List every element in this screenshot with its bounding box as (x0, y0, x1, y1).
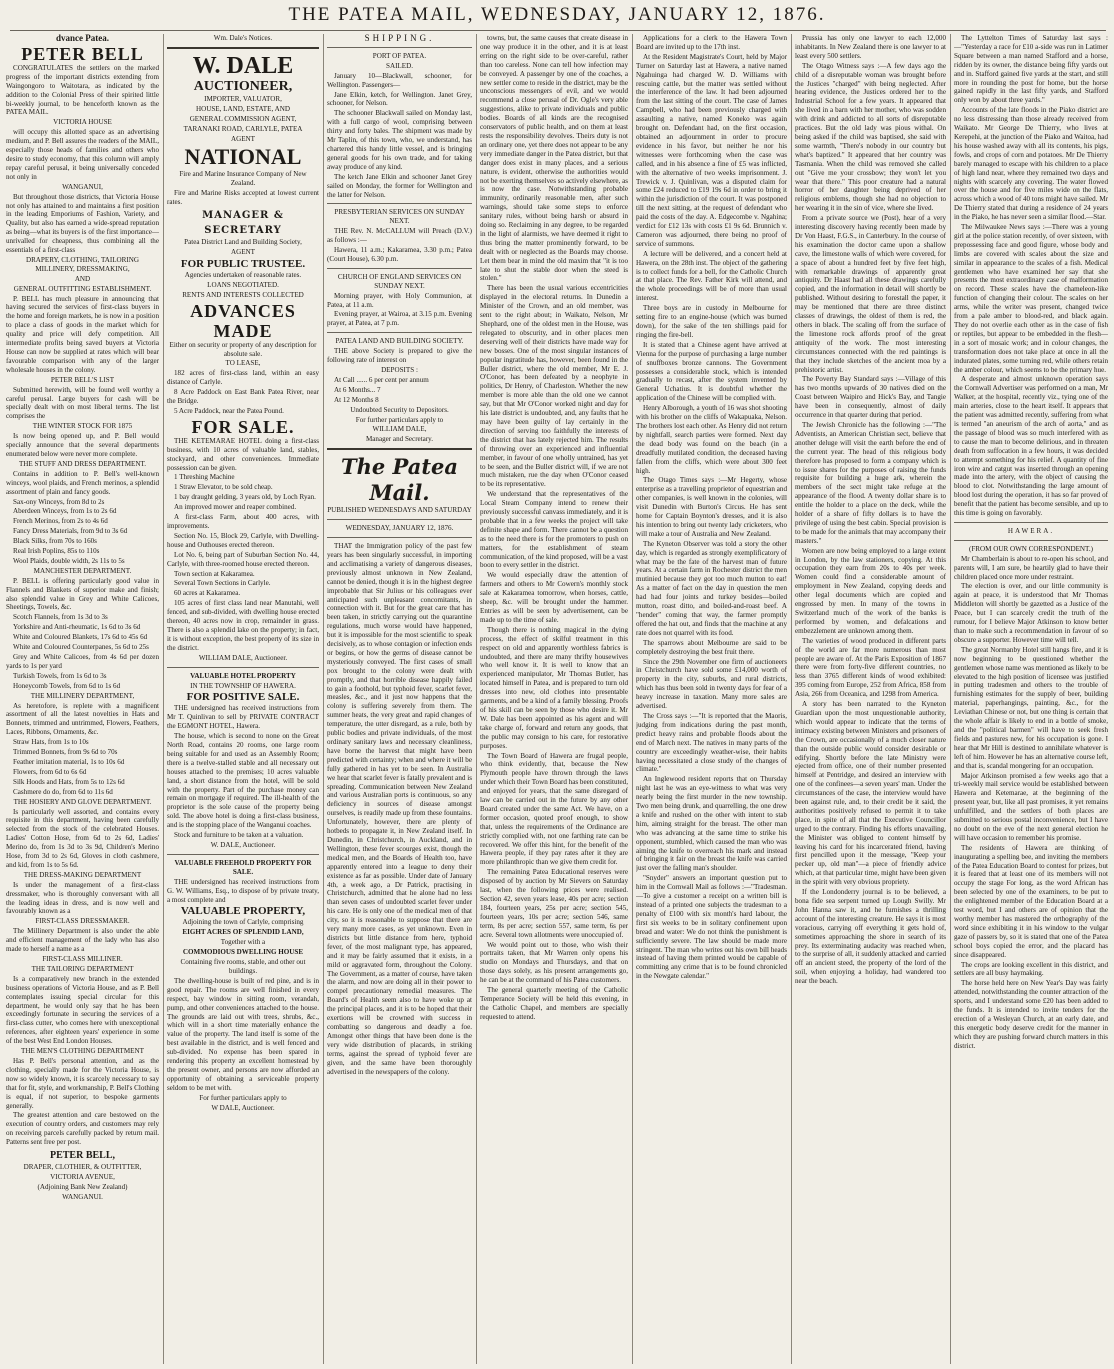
news-paragraph: An Inglewood resident reports that on Thursday night last he was an eye-witness to what was very nearly being the first murder in the new township. Two men being drunk, and quarrelling, the one drew a knife and rushed on the other with intent to stab him, aiming straight for the breast. The other man who was advancing at the same time to strike his opponent, stumbled, which caused the man who was aiming the knife to overreach his mark and instead of bringing it fair on the breast the knife was carried just over the falling man's shoulder. (636, 775, 787, 873)
ad-paragraph: will occupy this allotted space as an advertising medium, and P. Bell assures the readers of the MAIL, especially those heads of families and others who desire to study economy, that this column will amply repay careful perusal, it being universally conceded not only in (6, 128, 159, 181)
address-line: VICTORIA AVENUE, (50, 1172, 115, 1181)
editorial-paragraph: THAT the Immigration policy of the past few years has been singularly successful, in importing and acclimatising a variety of dangerous diseases, previously almost unknown in New Zealand, cannot be denied, though it is in the highest degree improbable that Sir Julius or his colleagues ever anticipated such unpleasant concomitants, in connection with it. But for the great care that has been taken, in strictly carrying out the quarantine regulations, much worse would have happened, but it is impossible for the most scientific to speak decisively, as to whose contagion or infection ends or begins, or how the germs of disease cannot be mysteriously conveyed. The first cases of small pox brought to the colony were dealt with promptly, and that horrible disease happily failed to gain a foothold, but typhoid fever, scarlet fever, measles, &c., and it just now happens that the colony is suffering severely from them. The summer heats, the very great and rapid changes of temperature, the utter disregard, as a rule, both by public bodies and private individuals, of the most ordinary sanitary laws and necessary cleanliness, have borne the harvest that might have been predicted with certainty; when and where it will be fully gathered in has yet to be seen. In Australia we hear that scarlet fever is fatally prevalent and is spreading. Communication between New Zealand and various Australian ports is continuous, so any deficiency in sources of disease amongst ourselves, is readily made up from these fountains. Unfortunately, however, there are plenty of hotbeds to propagate it, in New Zealand itself. In Dunedin, in Christchurch, in Auckland, and in Wellington, these fever scourges exist, though the medical men, and the Boards of Health too, have apparently entered into a league to deny their existence as far as possible. Under date of January 4th, a week ago, a Dr Patrick, practising in Christchurch, admitted that he alone had no less than seven cases of undoubted scarlet fever under his care. He is only one of the medical men of that city, so it is reasonable to suppose that there are very many more cases, as yet unknown. Even in districts but little distance from here, typhoid fever, of the most malignant type, has appeared, and it may be fairly assumed that it exists, in a mild or aggravated form, throughout the Colony. The Government, as a matter of course, have taken the alarm, and now are doing all in their power to compel precautionary remedial measures. The Board's of Health seem also to have woke up at the principal places, and it is to be hoped that their exertions will be crowned with success in combatting so dangerous and deadly a foe. Amongst other things that have been done is the very wide distribution of placards, in striking terms, against the spread of typhoid fever are given, and the same have been thoroughly advertised in the newspapers of the colony. (327, 542, 472, 1076)
section-heading: VICTORIA HOUSE (53, 118, 112, 127)
ad-paragraph: P. BELL has much pleasure in announcing that having secured the services of first-class buyers in the home and foreign markets, he is now in a position to place a class of goods in the market which for quality and price will defy competition. All intermediate profits being saved buyers at Victoria House can now be supplied at rates which will bear favourable comparison with any of the larger wholesale houses in the colony. (6, 294, 159, 374)
ad-paragraph: The house, which is second to none on the Great North Road, contains 20 rooms, one large room being suitable for and used as an Assembly Room; there is a twelve-stalled stable and all necessary out houses attached to the premises; 10 acres valuable land, a short distance from the hotel, will be sold with the property. Part of the purchase money can remain on mortgage if required. The ill-health of the proprietor is the sole cause of the property being sold. The above hotel is doing a first-class business, and is the stopping place of the Wanganui coaches. (167, 732, 319, 830)
ad-display-heading: VALUABLE HOTEL PROPERTY (190, 671, 296, 680)
ad-subheading: Together with a (220, 938, 266, 947)
signature-title: DRAPER, CLOTHIER, & OUTFITTER, (23, 1163, 142, 1172)
news-paragraph: Mr Chamberlain is about to re-open his school, and parents will, I am sure, be heartily glad to have their children placed once more under restraint. (954, 554, 1108, 581)
rule (954, 522, 1108, 523)
column-divider (950, 34, 951, 1364)
ad-intro: CONGRATULATES the settlers on the marked progress of the important districts extending from Waingongoro to Waitotara, as indicated by the addition to the Colonial Press of their spirited little bi-weekly journal, to be henceforth known as the PATEA MAIL. (6, 63, 159, 117)
signature: WILLIAM DALE, (372, 425, 427, 434)
section-heading: SHIPPING. (364, 34, 435, 43)
price-line: Scotch Flannels, from 1s 3d to 3s (13, 613, 108, 622)
section-heading: FIRST-CLASS DRESSMAKER. (35, 917, 130, 926)
news-paragraph: The remaining Patea Educational reserves were disposed of by auction by Mr Sievers on Saturday last, when the following prices were realised. Section 42, seven years lease, 40s per acre; section 184, fourteen years, 25s per acre; section 545, fourteen years, 10s per acre; section 546, same term, 8s per acre; section 557, same term, 6s per acre. Several town allotments were unoccupied of. (480, 868, 628, 939)
news-paragraph: Major Atkinson promised a few weeks ago that a tri-weekly mail service would be established between Hawera and Ketemarae, at the beginning of the present year, but, like all past promises, it yet remains unfulfilled, and the settlers of both places are submitted to serious postal inconvenience, but I have no doubt on the eve of the next general election he will have occasion to remember his promise. (954, 771, 1108, 842)
sale-item: 60 acres at Kakaramea. (174, 589, 241, 598)
news-paragraph: The sparrows about Melbourne are said to be completely destroying the best fruit there. (636, 638, 787, 656)
news-paragraph: The crops are looking excellent in this district, and settlers are all busy haymaking. (954, 960, 1108, 978)
news-paragraph: The residents of Hawera are thinking of inaugurating a spelling bee, and inviting the members of the Patea Education Board to contest for prizes, but it is feared that at least one of its members will not occupy the stage For long, as the word African has been selected by one of the examiners, to be put to the enlightened member of the Education Board at a test word, but I and others are of opinion that the worthy member has mastered the orthography of the word since exhibiting it in his window to the vulgar gaze of passers by, so it is stated that one of the Patea school boys copied the error, and the placard has since disappeared. (954, 843, 1108, 959)
news-paragraph: A lecture will be delivered, and a concert held at Hawera, on the 28th inst. The object of the gathering is to collect funds for a bell, for the Catholic Church at that place. The Rev. Father Kirk will attend, and the whole proceedings will be of more than usual interest. (636, 249, 787, 303)
sale-item: A first-class Farm, about 400 acres, with improvements. (167, 513, 319, 530)
news-paragraph: At the Resident Magistrate's Court, held by Major Turner on Saturday last at Hawera, a native named Ngahuinga had charged W. D. Williams with rescuing cattle, but the matter was settled without the interference of the law. It had been adjourned from the last sitting of the court. The case of James Campbell, who had been previously charged with assaulting a native, named Koneko was again brought on. Defendant had, on the first occasion, obtained an adjournment in order to procure evidence in his favor, but neither he nor his witnesses were forthcoming when the case was called, and in his absence a fine of £5 was inflicted, with the alternative of two weeks imprisonment. J. Trewick v. J. Quinlivan, was a disputed claim for some £24 reduced to £19 19s 6d in order to bring it within the jurisdiction of the court. It was postponed till the next sitting, at the request of defendant who paid the costs of the day. A. Edgecombe v. Ngahina; verdict for £12 13s with costs £1 9s 6d. Brunnich v. Cameron was adjourned, there being no proof of service of summons. (636, 52, 787, 248)
masthead (0, 4, 1114, 28)
section-heading: SAILED. (386, 61, 413, 70)
news-paragraph: If the Londonderry journal is to be believed, a bona fide sea serpent turned up Lough Swilly. Mr John Hanna saw it, and he furnishes a thrilling account of the interesting creature. He says it is most voracious, carrying off everything it gets hold of, sometimes approaching the shore in search of its prey. Its exterminating audacity was reached when, to the surprise of all, it suddenly attacked and carried off an ancient steed, the property of the lord of the soil, when enjoying a holiday, had wandered too near the beach. (795, 888, 946, 986)
column-divider (323, 34, 324, 1364)
news-paragraph: Since the 29th November one firm of auctioneers in Christchurch have sold some £14,000 worth of property in the city, suburbs, and rural districts, which has thus been sold in twenty days for fear of a heavy increase in taxation. Many more sales are advertised. (636, 657, 787, 711)
news-paragraph: The Cross says :—"It is reported that the Maoris, judging from indications during the past month, predict heavy rains and probable floods about the end of March next. The natives in many parts of the country are exceedingly weather-wise, their habits having necessitated a close study of the changes of climate." (636, 711, 787, 774)
rule (327, 519, 472, 520)
section-heading: THE WINTER STOCK FOR 1875 (32, 422, 133, 431)
ad-paragraph: THE undersigned has received instructions from Mr T. Quinlivan to sell by PRIVATE CONTRACT the EGMONT HOTEL, Hawera. (167, 704, 319, 731)
price-line: Grey and White Calicoes, from 4s 6d per dozen yards to 1s per yard (6, 653, 159, 670)
section-heading: CHURCH OF ENGLAND SERVICES ON SUNDAY NEXT. (337, 272, 462, 290)
ad-subheading: TARANAKI ROAD, CARLYLE, PATEA (183, 124, 303, 133)
ad-subheading: Adjoining the town of Carlyle, comprising (182, 918, 304, 927)
shipping-entry: Jane Elkin, ketch, for Wellington. Janet Grey, schooner, for Nelson. (327, 90, 472, 108)
rule (327, 448, 472, 450)
ad-paragraph: Submitted herewith, will be found well worthy a careful perusal. Large buyers for cash will be specially dealt with on most liberal terms. The list comprises the (6, 385, 159, 421)
news-paragraph: The Jewish Chronicle has the following :—"The Adventists, an American Christian sect, believe that another deluge will visit the earth before the end of the current year. The head of this religious body therefore has proposed to form a company which is to issue shares for the purposes of raising the funds requisite for building a huge ark, wherein the members of the sect might take refuge at the appearance of the flood. A twenty dollar share is to entitle the holder to a place on the deck, while the holder of a share of fifty dollars is to have the privilege of using the best cabin. Special provision is to be made for the animals that may accompany their masters." (795, 420, 946, 545)
section-heading: DRAPERY, CLOTHING, TAILORING MILLINERY, DRESSMAKING, (25, 255, 140, 273)
rule (167, 854, 319, 855)
column-5-news (636, 34, 787, 1364)
sale-item: Town section at Kakaramea. (174, 569, 255, 578)
rule (327, 332, 472, 333)
section-heading: PETER BELL'S LIST (50, 375, 115, 384)
ad-paragraph: Fire and Marine Risks accepted at lowest current rates. (167, 189, 319, 207)
rule (954, 540, 1108, 541)
price-line: Wool Plaids, double width, 2s 11s to 5s (13, 556, 125, 565)
ad-subheading: IMPORTER, VALUATOR, (204, 94, 282, 103)
news-paragraph: The Otago Times says :—Mr Hegerty, whose enterprise as a travelling proprietor of equestrian and other companies, is well known in the colonies, will visit Dunedin with Burton's Circus. He has sent home for Captain Boynton's dresses, and it is also his intention to bring out twenty lady cricketers, who will make a tour of Australia and New Zealand. (636, 476, 787, 538)
column-1-peter-bell-ad (6, 34, 159, 1364)
price-line: Real Irish Poplins, 85s to 110s (13, 547, 100, 556)
sale-item: Several Town Sections in Carlyle. (174, 579, 271, 588)
ad-subheading: TO LEASE, (225, 359, 261, 368)
section-heading: THE TAILORING DEPARTMENT (31, 964, 134, 973)
ad-subheading: HOUSE, LAND, ESTATE, AND (195, 104, 290, 113)
section-heading: AND (74, 274, 91, 283)
address-line: (Adjoining Bank New Zealand) (37, 1182, 128, 1191)
ad-heading: dvance Patea. (56, 34, 109, 43)
price-line: Black Silks, from 70s to 160s (13, 537, 97, 546)
shipping-paragraph: The schooner Blackwall sailed on Monday last, with a full cargo of wool, comprising between thirty and forty bales. The shipment was made by Mr Taplin, of this town, who, we understand, has chartered this handy little vessel, and is bringing general goods for his own trade, and for taking away produce of any kind. (327, 109, 472, 171)
section-heading: PORT OF PATEA. (372, 51, 427, 60)
price-line: Yorkshire and Anti-rheumatic, 1s 6d to 3s 6d (13, 623, 141, 632)
column-divider (791, 34, 792, 1364)
ad-subheading: LOANS NEGOTIATED. (207, 280, 279, 289)
ad-display-heading: VALUABLE PROPERTY, (180, 905, 306, 918)
section-heading: PATEA LAND AND BUILDING SOCIETY. (335, 337, 464, 346)
ad-subheading: GENERAL COMMISSION AGENT, (189, 114, 297, 123)
masthead-rule (10, 30, 1106, 31)
ad-display-heading: FOR PUBLIC TRUSTEE. (180, 257, 306, 270)
signature-title: Manager and Secretary. (365, 435, 434, 444)
column-divider (476, 34, 477, 1364)
issue-date: WEDNESDAY, JANUARY 12, 1876. (345, 524, 454, 533)
rule (167, 47, 319, 49)
advertiser-name: PETER BELL (21, 43, 144, 64)
shipping-paragraph: The ketch Jane Elkin and schooner Janet Grey sailed on Monday, the former for Wellington and the latter for Nelson. (327, 172, 472, 199)
ad-paragraph: THE KETEMARAE HOTEL doing a first-class business, with 10 acres of valuable land, stables, stockyard, and other conveniences. Immediate possession can be given. (167, 436, 319, 472)
ad-subheading: AGENT (230, 247, 256, 256)
masthead-title: THE PATEA MAIL, WEDNESDAY, JANUARY 12, 1876. (288, 4, 826, 25)
notice-paragraph: Morning prayer, with Holy Communion, at Patea, at 11 a.m. (327, 291, 472, 309)
rule (167, 667, 319, 668)
ad-subheading: Containing five rooms, stable, and other out buildings. (180, 958, 306, 975)
section-subheading: (FROM OUR OWN CORRESPONDENT.) (968, 544, 1093, 553)
shipping-entry: January 10—Blackwall, schooner, for Wellington. Passengers— (327, 71, 472, 89)
ad-paragraph: Is particularly well assorted, and contains every requisite in this department, having been carefully selected from the stock of the celebrated Houses. Ladies' Cotton Hose, from 6d to 2s 6d, Ladies' Merino do, from 1s 3d to 3s 9d, Children's Merino Hose, from 3d to 2s 6d, Gloves in cloth cashmere, and kid, from 1s to 5s 6d. (6, 807, 159, 869)
section-heading: THE MEN'S CLOTHING DEPARTMENT (21, 1047, 144, 1056)
news-paragraph: The Milwaukee News says :—There was a young girl at the police station recently, of over sixteen, with prepossessing face and good figure, whose body and limbs are covered with scales about the size and similar in appearance to the scales of a fish. Medical gentlemen who have examined her say that she presents the most extraordinary case of malformation on record. These scales have the chameleon-like function of changing their colour. The scales on her arms, while the writer was present, changed twice from a pale amber to blood-red, and black again. They do not overlie each other as in the case of fish or reptiles, but appear to be embedded in the flesh—in a sort of mosaic work; and in colour changes, the transformation does not take place at once in all the indurated plates, some turning red, while others retain the amber colour, which seems to be the primary hue. (954, 223, 1108, 374)
column-3-shipping-editorial (327, 34, 472, 1364)
sale-item: 1 bay draught gelding, 3 years old, by Loch Ryan. (174, 493, 316, 502)
price-line: Cashmere do do, from 6d to 11s 6d (13, 787, 113, 796)
ad-paragraph: 8 Acre Paddock on East Bank Patea River, near the Bridge. (167, 388, 319, 406)
news-paragraph: Henry Alborough, a youth of 16 was shot shooting with his brother on the cliffs of Wakapuaka, Nelson. The brothers lost each other. As Henry did not return by nightfall, search parties were formed. Next day the dead body was found on the beach (in a dreadfully mutilated condition, the deceased having fallen from the cliffs, which were about 300 feet high. (636, 404, 787, 475)
section-heading: FIRST-CLASS MILLINER. (42, 955, 123, 963)
section-heading: THE MILLINERY DEPARTMENT, (30, 691, 135, 700)
rate-line: At 12 Months 8 (334, 395, 379, 404)
news-paragraph: It is stated that a Chinese agent have arrived at Vienna for the purpose of purchasing a large number of snuffboxes bronze cannons. The Government possesses a considerable stock, which is intended gradually to recast, after the system invented by General Uchatius. It is doubtful whether the application of the Chinese will be complied with. (636, 340, 787, 403)
price-line: Honeycomb Towels, from 6d to 1s 6d (13, 681, 121, 690)
notices-header: Wm. Dale's Notices. (213, 34, 273, 42)
news-paragraph: From a private source we (Post), hear of a very interesting discovery having recently been made by Dr Von Haast, F.G.S., in Canterbury. In the course of his examination the doctor came upon a shallow cave, the limestone walls of which were covered, for a space of about a hundred feet by five feet high, with remarkable drawings of apparently great antiquity. Dr Haast had all these drawings carefully copied, and the information in detail will shortly be published. Without desiring to forestall the paper, it may be mentioned that there are three distinct classes of drawings, the oldest of them is red, the others in black. The scaling off from the surface of the limestone rock affords proof of the great antiquity of the work. The most interesting circumstances connected with the red paintings is that they include sketches of the ancient moa by a prehistoric artist. (795, 214, 946, 374)
news-paragraph: The horse held here on New Year's Day was fairly attended, notwithstanding the counter attraction of the sports, and I understand some £20 has been added to the funds. It is intended to invite tenders for the erection of a Wesleyan Church, at an early date, and this energetic body deserve credit for the manner in which they are pushing forward church matters in this district. (954, 979, 1108, 1050)
ad-subheading: Patea District Land and Building Society, (184, 238, 302, 247)
price-line: Trimmed Bonnets, from 9s 6d to 70s (13, 748, 118, 757)
column-4-news (480, 34, 628, 1364)
advertiser-title: AUCTIONEER, (193, 78, 293, 94)
section-heading: MANCHESTER DEPARTMENT. (33, 566, 132, 575)
column-7-news-hawera (954, 34, 1108, 1364)
notice-paragraph: Evening prayer, at Wairoa, at 3.15 p.m. Evening prayer, at Patea, at 7 p.m. (327, 310, 472, 328)
price-line: Silk Hoods and Hats, from 5s to 12s 6d (13, 777, 125, 786)
column-divider (632, 34, 633, 1364)
ad-paragraph: P. BELL is offering particularly good value in Flannels and Blankets of superior make and finish; also splendid value in Grey and White Calicoes, Sheetings, Towels, &c. (6, 576, 159, 612)
ad-paragraph: Has P. Bell's personal attention, and as the clothing, specially made for the Victoria House, is now so widely known, it is scarcely necessary to say that for fit, style, and workmanship, P. Bell's Clothing is equal, if not superior, to bespoke garments generally. (6, 1056, 159, 1110)
news-paragraph: The Kyneton Observer was told a story the other day, which is regarded as strongly exemplificatory of what may be the fate of the harvest man of future years. At a certain farm in Rochester district the men mutinied because they got too much mutton to eat! As a matter of fact on the day in question the men had had four joints and turkey besides—boiled mutton, roast ditto, and boiled-and-roast beef. A "hender" coming that way, the farmer promptly offered the hat out, and finds that the machine at any rate does not quarrel with its food. (636, 539, 787, 637)
ad-paragraph: But throughout those districts, that Victoria House not only has attained to and maintains a first position in the leading Emporiums of Fashion, Variety, and Quality, but also has earned a wide-spread reputation as being—what its buyers is of the first importance—unrivalled for cheapness, thus combining all the essentials of a first-class (6, 192, 159, 255)
news-paragraph: We would point out to those, who wish their portraits taken, that Mr Warren only opens his studio on Mondays and Thursdays, and that on those days solely, as his present arrangements go, he can be at the command of his Patea customers. (480, 940, 628, 985)
ad-paragraph: Stock and furniture to be taken at a valuation. (174, 831, 304, 840)
news-paragraph: The Lyttelton Times of Saturday last says :—"Yesterday a race for £10 a-side was run in Latimer Square between a man named Stafford and a horse, ridden by its owner, the distance being fifty yards out and in. Stafford gained five yards at the start, and still more in rounding the post for home, but the horse gained rapidly in the last fifty yards, and Stafford only won by about three yards." (954, 34, 1108, 105)
sale-item: Lot No. 6, being part of Suburban Section No. 44, Carlyle, with three-roomed house erected thereon. (167, 550, 319, 568)
news-paragraph: Prussia has only one lawyer to each 12,000 inhabitants. In New Zealand there is one lawyer to at least every 500 settlers. (795, 34, 946, 60)
price-line: White and Coloured Blankets, 17s 6d to 45s 6d (13, 633, 148, 642)
ad-subheading: AGENT (230, 134, 256, 143)
ad-paragraph: The greatest attention and care bestowed on the execution of country orders, and customers may rely on receiving parcels carefully packed by return mail. Patterns sent free per post. (6, 1111, 159, 1147)
news-paragraph: A desperate and almost unknown operation says the Cornwall Advertiser was performed on a man, Mr Walker, at the hospital, recently viz., tying one of the main arteries, close to the heart itself. It appears that the patient was admitted recently, suffering from what is termed "an aneurism of the arch of aorta," and as the passage of blood was so much interfered with as to cause the man to become delirious, and in threaten death from suffocation in a few hours, it was decided to attempt something for his relief. A quantity of fine iron wire and catgut was inserted through an opening made into the artery, with the object of causing the blood to clot. Notwithstanding the large amount of blood lost during the operation, it has so far proved of benefit that the patient has become sensible, and up to this time is going on favorably. (954, 375, 1108, 518)
ad-paragraph: Is now being opened up, and P. Bell would specially announce that the several departments enumerated below were never more complete. (6, 432, 159, 458)
ad-subheading: Either on security or property of any description for absolute sale. (169, 340, 317, 358)
ad-paragraph: The dwelling-house is built of red pine, and is in good repair. The rooms are well finished in every respect, bay window in sitting room, verandah, pump, and other conveniences attached to the house. The grounds are laid out with trees, shrubs, &c., which will in a short time materially enhance the value of the property. The land itself is some of the best available in the district, and is well fenced and sub-divided. No expense has been spared in rendering this property an excellent homestead by the present owner, and persons are now afforded an opportunity of obtaining a serviceable property seldom to be met with. (167, 976, 319, 1092)
section-heading: DEPOSITS : (381, 366, 418, 374)
ad-display-heading: FOR POSITIVE SALE. (186, 691, 300, 704)
signature: W. DALE, Auctioneer. (210, 841, 276, 849)
news-paragraph: The general quarterly meeting of the Catholic Temperance Society will be held this evening, in the Catholic Chapel, and members are specially requested to attend. (480, 986, 628, 1021)
signature: PETER BELL, (49, 1150, 116, 1162)
notice-paragraph: Hawera, 11 a.m.; Kakaramea, 3.30 p.m.; Patea (Court House), 6.30 p.m. (327, 246, 472, 263)
news-paragraph: A story has been narrated to the Kyneton Guardian upon the most unquestionable authority, which would appear to indicate that the terms of intimacy existing between Ministers and prisoners of the Crown, are occasionally of a much closer nature than the outside public would consider desirable or edifying. Shortly before the late Ministry were ejected from office, one of their number presented himself at Pentridge, and desired an interview with one of the confinees—a seven years' man. Under the circumstances of the case, the interview would have been against rule, and, to their credit be it said, the authorities positively refused to permit it to take place, in spite of all that the Executive Councillor urged to the contrary. Finding his efforts unavailing, the Minister was obliged to content himself by leaving his card for his incarcerated friend, having first pencilled upon it the message, "Keep your pecker up, old man"—a piece of friendly advice which, at that particular time, might have been given in the spirit with very obvious propriety. (795, 700, 946, 887)
news-paragraph: The great Normanby Hotel still hangs fire, and it is now beginning to be questioned whether the gentlemen whose name was mentioned as likely to be elevated to the high position of licensee was justified in putting tradesmen and others to the trouble of furnishing estimates for the supply of beer, building material, paperhangings, painting, &c., for the Leviathan Chinese or not, but one thing is certain that the whole affair is likely to end in a bottle of smoke, and the "political barmen" will have to seek fresh fields and pastures new, for his occupation is gone. I hear that Mr Hill is destined to annihilate whatever is left of him. However he has an alternative course left, and that is, scandal mongering for an occupation. (954, 645, 1108, 770)
news-paragraph: The Otago Witness says :—A few days ago the child of a disreputable woman was brought before the Justices "charged" with being neglected. After hearing evidence, the Justices ordered her to the Industrial School for a few years. It appeared that she lived in a barn with her mother, who was sodden with drink and addicted to all sorts of disreputable practices. But the old lady was pious withal. On being asked if the child was baptised, she said with some warmth, "There's nobody in our country but what's baptized." It appeared that her country was Tasmania. When the child was removed she called out "Give me your crossbow; they won't let you wear that there." This poor creature had a natural horror of her daughter being deprived of her religious emblems, though she had no objection to her wearing it in the sin of vice, where she lived. (795, 61, 946, 213)
ad-subheading: RENTS AND INTERESTS COLLECTED (182, 290, 304, 299)
ad-display-heading: VALUABLE FREEHOLD PROPERTY FOR SALE. (174, 858, 312, 876)
section-heading: THE HOSIERY AND GLOVE DEPARTMENT. (13, 797, 152, 806)
news-paragraph: Women are now being employed to a large extent in London, by the law stationers, copying. At this occupation they earn from 20s to 40s per week. Women could find a considerable amount of employment in New Zealand, copying deeds and other legal documents which are copied and engrossed by men. In many of the towns in Switzerland much of the work of the banks is performed by women, and defalcations and embezzlement are unknown among them. (795, 546, 946, 635)
news-paragraph: The varieties of wood produced in different parts of the world are far more numerous than most people are aware of. At the Paris Exposition of 1867 there were from forty-five different countries, no less than 3765 different kinds of wood exhibited: 395 coming from Europe, 252 from Africa, 858 from Asia, 266 from Oceanica, and 1298 from America. (795, 636, 946, 699)
news-paragraph: The election is over, and our little community is again at peace, it is understood that Mr Thomas Middleton will shortly be gazetted as a Justice of the Peace, but I can scarcely credit the truth of the rumour, for I believe Major Atkinson to know better than to make such a recommendation in favour of so obscure a supporter. However time will tell. (954, 582, 1108, 644)
ad-display-heading: FOR SALE. (191, 416, 295, 437)
column-6-news (795, 34, 946, 1364)
price-line: Fancy Dress Materials, from 9d to 3s 6d (13, 527, 128, 536)
news-paragraph: "Snyder" answers an important question put to him in the Cornwall Mail as follows :—"Tradesman.—To give a customer a receipt on a written bill is instead of a printed one subjects the tradesman to a penalty of £100 with six month's hard labour, the first six weeks to be in solitary confinement upon bread and water: We do not think the punishment is sufficiently severe. The law should be made more stringent. The man who writes out his own bill heads instead of having them printed would be capable of committing any crime that is to be found chronicled in the Newgate calendar." (636, 874, 787, 981)
ad-paragraph: Is a comparatively new branch in the extended business operations of Victoria House, and as P. Bell contemplates issuing special circular for this department, he would only say that he has been exceedingly fortunate in securing the services of a first-class cutter, who comes here with unexceptional references, after eighteen years' experience in some of the best West End London Houses. (6, 974, 159, 1046)
ad-paragraph: THE undersigned has received instructions from G. W. Williams, Esq., to dispose of by private treaty, a most complete and (167, 877, 319, 904)
sale-item: Section No. 15, Block 29, Carlyle, with Dwelling-house and Outhouses erected thereon. (167, 531, 319, 549)
price-line: Straw Hats, from 1s to 10s (13, 738, 89, 747)
rule (327, 268, 472, 269)
news-paragraph: We understand that the representatives of the Local Steam Company intend to renew their previously successful canvass immediately, and it is probable that in a few weeks the project will take definite shape and form. There cannot be a question as to the need there is for the promoters to push on matters, for the establishment of steam communication, of the kind proposed, will be a vast boon to every settler in the district. (480, 490, 628, 570)
notice-paragraph: THE Rev. N. McCALLUM will Preach (D.V.) as follows :— (327, 227, 472, 245)
ad-subheading: For further particulars apply to (199, 1093, 287, 1102)
ad-display-heading: EIGHT ACRES OF SPLENDID LAND, (182, 928, 304, 937)
advertiser-name: W. DALE (192, 52, 294, 79)
notice-paragraph: Undoubted Security to Depositors. (350, 405, 449, 414)
ad-paragraph: 5 Acre Paddock, near the Patea Pound. (174, 406, 284, 415)
paper-title: The Patea Mail. (340, 454, 459, 506)
ad-display-heading: COMMODIOUS DWELLING HOUSE (182, 948, 304, 957)
price-line: Aberdeen Winceys, from 1s to 2s 6d (13, 507, 117, 516)
news-paragraph: The Town Board of Hawera are frugal people, who think evidently, that, because the New Plymouth people have thrown through the laws under which their Town Board has been constituted, and enjoyed for years, that the same disregard of law can be carried out in the future by any other Board created under the same Act. We have, on a former occasion, quoted proof enough, to show that, unless the requirements of the Ordinance are strictly complied with, not one farthing rate can be recovered. We offer this hint, for the benefit of the Hawera people, if they pay rates after it they are more philanthropic than we give them credit for. (480, 751, 628, 867)
sale-item: 1 Threshing Machine (174, 473, 235, 482)
column-2-dale-notices (167, 34, 319, 1364)
ad-paragraph: The Millinery Department is also under the able and efficient management of the lady who has also made to herself a name as a (6, 927, 159, 954)
publication-note: PUBLISHED WEDNESDAYS AND SATURDAY (327, 506, 472, 515)
price-line: Feather imitation material, 1s to 10s 6d (13, 757, 125, 766)
ad-display-heading: NATIONAL (184, 144, 302, 170)
address-line: WANGANUI. (62, 1192, 103, 1201)
ad-subheading: Fire and Marine Insurance Company of New Zealand. (179, 170, 307, 188)
price-line: French Merinos, from 2s to 4s 6d (13, 517, 108, 526)
price-line: Turkish Towels, from 1s 6d to 3s (13, 671, 107, 680)
sale-item: 1 Straw Elevator, to be sold cheap. (174, 483, 273, 492)
section-heading: THE DRESS-MAKING DEPARTMENT (23, 870, 142, 879)
news-paragraph: Accounts of the late floods in the Piako district are no less distressing than those already received from Waikato. Mr George De Thierry, who lives at Kerepehi, at the junction of the Piako and Waitoa, had his house washed away with all its contents, his pigs, fowls, and crops of corn and potatoes. Mr De Thierry barely managed to escape with his children to a place of high land near, where they remained two days and nights with scarcely any covering. The water flowed over the house and for five miles wide on the flats, across which a wood of 40 tons might have sailed. Mr De Thierry stated that during a residence of 24 years in the Piako, he has never seen a similar flood.—Star. (954, 106, 1108, 222)
news-paragraph: The Poverty Bay Standard says :—Village of this has two months upwards of 30 natives died on the Coast between Waipiro and Hick's Bay, and Tangie have been in consequently, almost of daily occurrence in that quarter during that period. (795, 375, 946, 420)
news-paragraph: towns, but, the same causes that create disease in one way produce it in the other, and it is at least erring on the right side to be over-careful, rather than too careless. None can tell how infection may be conveyed. A passenger by one of the coaches, a new settler come to reside in the district, may be the unconscious messengers of evil, and we would recommend a close perusal of Dr. Ogle's very able suggestions, alike to private individuals and public bodies. Boards of all kinds are the recognised conservators of public health, and on them at least rests the responsibility devolves. Theirs duty is not an ordinary one, yet there does not appear to be any very immediate danger in the Patea district, but that danger does exist in many places, and a serious nature, is evident, otherwise the authorities would not be exerting themselves so actively elsewhere, as is now the case. Notwithstanding probable immunity, ordinarily reasonable men, after such warnings, should take some steps to enforce sanitary rules, without being harsh or absurd in doing so. Reclaiming in any degree, to be regarded in the light of alarmists, we have deemed it right to thus bring the matter prominently forward, to be dealt with or neglected as the Boards may choose. Let them bear in mind the old maxim that "it is too late to shut the stable door when the steed is stolen." (480, 34, 628, 283)
section-heading: THE STUFF AND DRESS DEPARTMENT. (18, 459, 147, 468)
rate-line: At Call ...... 6 per cent per annum (334, 375, 429, 384)
ad-display-heading: ADVANCES MADE (190, 300, 296, 341)
sale-item: 105 acres of first class land near Manutahi, well fenced, and sub-divided, with dwelling house erected thereon, 40 acres now in crop, remainder in grass. There is also a splendid lake on the property; in fact, it is without exception, the best property of its size in the district. (167, 599, 319, 652)
notice-paragraph: THE above Society is prepared to give the following rate of interest on (327, 347, 472, 365)
rule (327, 47, 472, 48)
rule (327, 537, 472, 538)
signature: W DALE, Auctioneer. (211, 1103, 275, 1112)
ad-paragraph: Is under the management of a first-class dressmaker, who is thoroughly conversant with all the leading ideas in dress, and is now well and favourably known as a (6, 880, 159, 916)
news-paragraph: There has been the usual various eccentricities displayed in the electoral returns. In Dunedin a Minister of the Crown, and an old member, was sent to the right about; in Waikato, Nelson, Mr Shephard, one of the oldest men in the House, was relegated to obscurity, and in other places men deserving well of their districts have made way for new bosses. One of the most singular instances of popular ingratitude has, however, been found in the Buller district, where the old member, Mr E. J. O'Conor, has been defeated by a neophyte in politics, Dr Henry, of Charleston. Whether the new member is more able than the old one we cannot say, but that Mr O'Conor worked night and day for his late district is undoubted, and, any faults that he may have been guilty of lay certainly in the direction of serving too faithfully the interests of the district that has lately rejected him. The results of throwing over an experienced and influential member, in favour of one wholly untrained, has yet to be seen, and the Buller district will, if we are not much mistaken, rue the day when O'Conor ceased to be its representative. (480, 284, 628, 489)
news-paragraph: We would especially draw the attention of farmers and others to Mr Cowern's monthly stock sale at Kakaramea tomorrow, when horses, cattle, sheep, &c. will be brought under the hammer. Entries as will be seen by advertisement, can be made up to the time of sale. (480, 571, 628, 624)
ad-paragraph: 182 acres of first-class land, within an easy distance of Carlyle. (167, 369, 319, 387)
notice-paragraph: For further particulars apply to (355, 415, 444, 424)
ad-subheading: Agencies undertaken of reasonable rates. (184, 270, 302, 279)
price-line: Sax-ony Winceys, from 8d to 2s (13, 497, 105, 506)
column-divider (163, 34, 164, 1364)
rule (327, 203, 472, 204)
ad-paragraph: Contains in addition to P. Bell's well-known winceys, wool plaids, and French merinos, a splendid assortment of plain and fancy goods. (6, 469, 159, 496)
ad-paragraph: As heretofore, is replete with a magnificent assortment of all the latest novelties in Hats and Bonnets, trimmed and untrimmed, Flowers, Feathers, Laces, Ribbons, Ornaments, &c. (6, 701, 159, 737)
news-paragraph: Applications for a clerk to the Hawera Town Board are invited up to the 17th inst. (636, 34, 787, 51)
ad-subheading: IN THE TOWNSHIP OF HAWERA. (190, 681, 296, 690)
section-heading: WANGANUI, (62, 182, 103, 191)
rate-line: At 6 Months... 7 (334, 385, 381, 394)
section-heading: PRESBYTERIAN SERVICES ON SUNDAY NEXT. (334, 208, 465, 226)
news-paragraph: Though there is nothing magical in the dying process, the effect of skilful treatment in this respect on old and apparently worthless fabrics is undoubted, and there are many thrifty housewives who well know it. It is well to know that an experienced manipulator, Mr Thomas Butler, has located himself in Patea, and is prepared to turn old dresses into new, old clothes into presentable garments, and be a kind of a family blessing. Proofs of his skill can be seen by those who desire it. Mr W. Dale has been appointed as his agent and will take charge of, forward and return any goods, that the public may consign to his care, for restorative purposes. (480, 625, 628, 750)
section-heading: GENERAL OUTFITTING ESTABLISHMENT. (13, 284, 152, 293)
section-heading: HAWERA. (1007, 526, 1055, 535)
sale-item: An improved mower and reaper combined. (174, 503, 297, 512)
signature: WILLIAM DALE, Auctioneer. (198, 653, 288, 662)
news-paragraph: Three boys are in custody in Melbourne for setting fire to an engine-house (which was burned down), for the sake of the ten shillings paid for ringing the fire-bell. (636, 304, 787, 339)
price-line: Flowers, from 6d to 6s 6d (13, 767, 87, 776)
price-line: White and Coloured Counterpanes, 5s 6d to 25s (13, 643, 149, 652)
ad-display-heading: MANAGER & SECRETARY (202, 210, 284, 237)
